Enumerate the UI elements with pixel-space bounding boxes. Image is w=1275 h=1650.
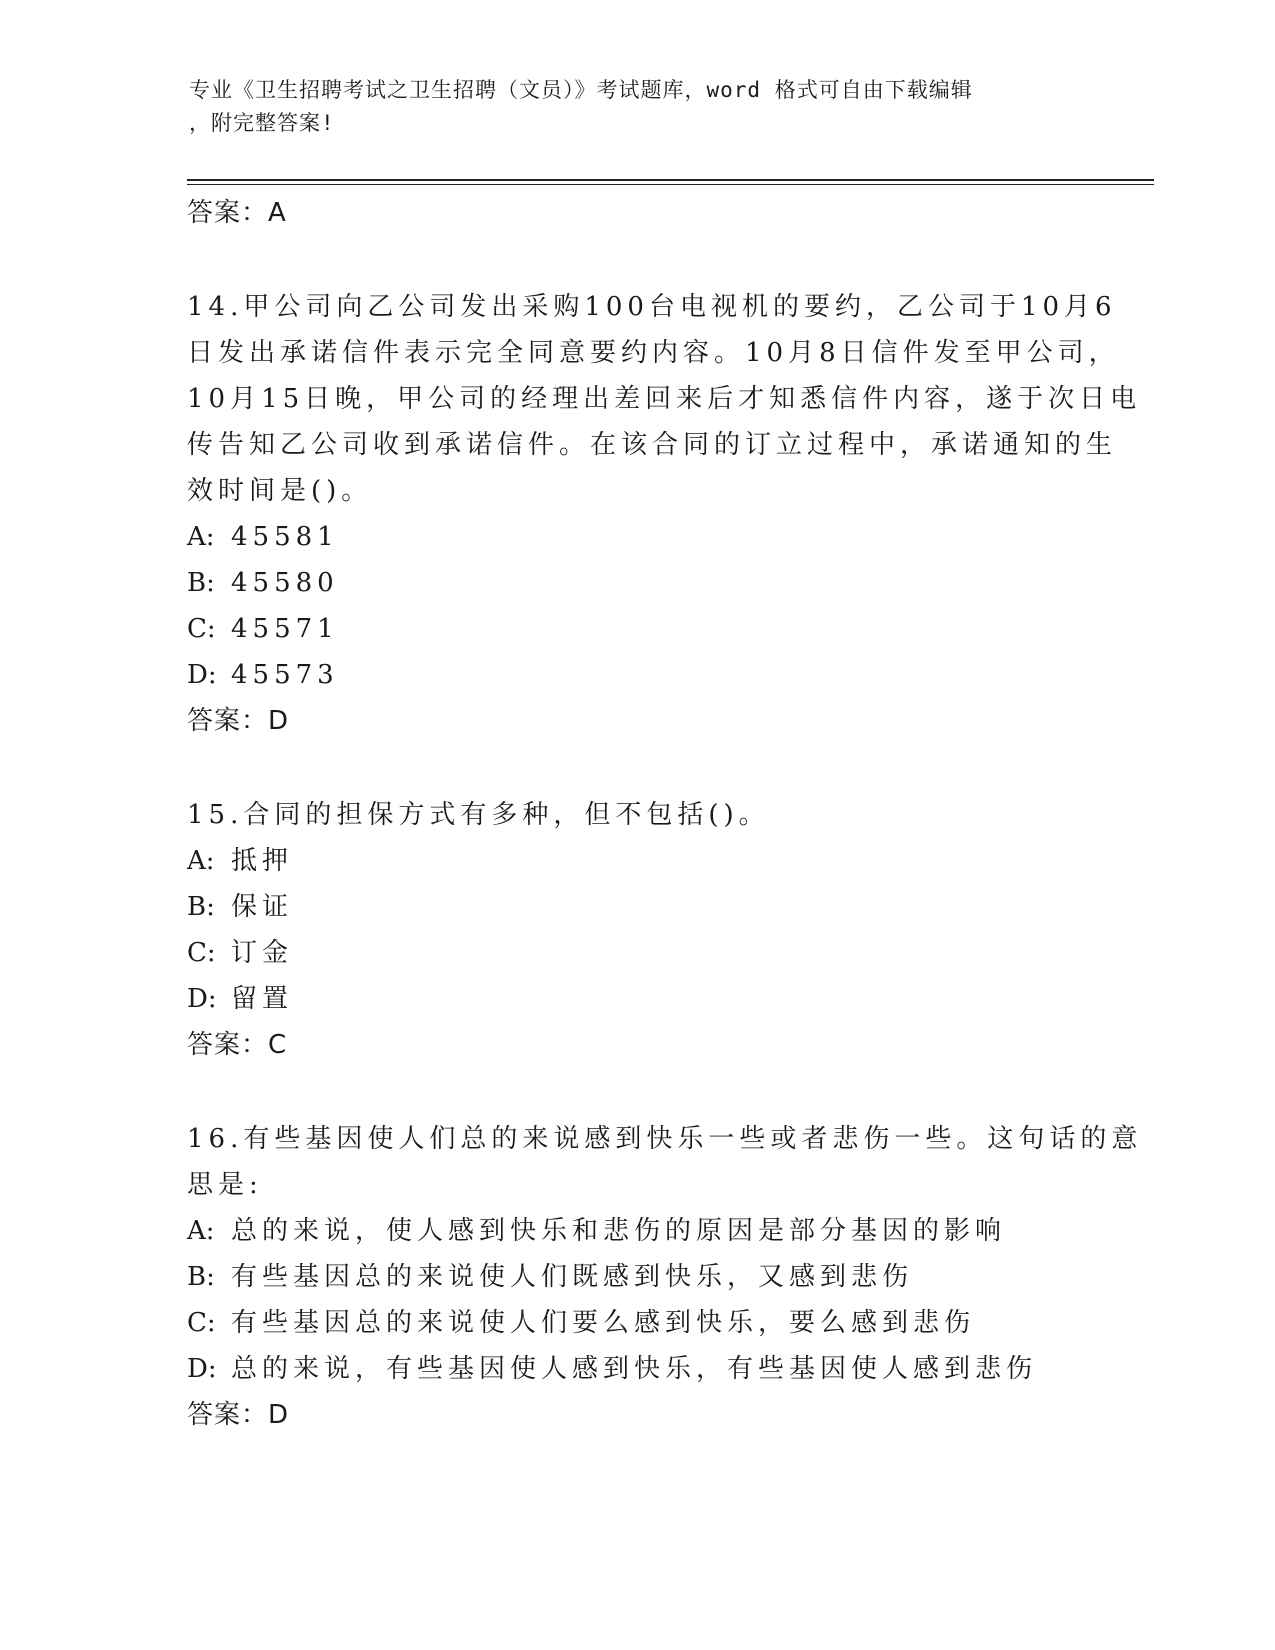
option-letter: D:	[187, 660, 217, 690]
option-a	[187, 838, 1087, 884]
question-block	[187, 284, 1142, 744]
option-text: 总的来说，使人感到快乐和悲伤的原因是部分基因的影响	[231, 1216, 1007, 1246]
option-b	[187, 1254, 1087, 1300]
question-stem	[187, 1116, 1143, 1208]
answer-line: 答案：D	[187, 706, 290, 736]
question-stem	[187, 792, 1087, 838]
option-b	[187, 884, 1087, 930]
option-text: 总的来说，有些基因使人感到快乐，有些基因使人感到悲伤	[231, 1354, 1038, 1384]
document-header	[189, 74, 1089, 140]
option-text: 45580	[231, 568, 339, 598]
option-c	[187, 1300, 1087, 1346]
option-letter: A:	[187, 1216, 215, 1246]
option-text: 有些基因总的来说使人们要么感到快乐，要么感到悲伤	[231, 1308, 976, 1338]
option-text: 45573	[231, 660, 339, 690]
option-text: 45581	[231, 522, 339, 552]
stem-line: 10月15日晚，甲公司的经理出差回来后才知悉信件内容，遂于次日电	[187, 384, 1142, 414]
option-text: 45571	[231, 614, 339, 644]
option-c	[187, 606, 1087, 652]
option-b	[187, 560, 1087, 606]
option-text: 保证	[231, 892, 294, 922]
stem-line: 日发出承诺信件表示完全同意要约内容。10月8日信件发至甲公司，	[187, 338, 1120, 368]
stem-line: 16.有些基因使人们总的来说感到快乐一些或者悲伤一些。这句话的意	[187, 1124, 1143, 1154]
option-text: 抵押	[231, 846, 294, 876]
option-letter: D:	[187, 984, 217, 1014]
option-text: 留置	[231, 984, 294, 1014]
question-stem	[187, 284, 1142, 514]
option-letter: A:	[187, 522, 215, 552]
option-letter: B:	[187, 1262, 215, 1292]
stem-line: 14.甲公司向乙公司发出采购100台电视机的要约，乙公司于10月6	[187, 292, 1117, 322]
answer-line: 答案：D	[187, 1400, 290, 1430]
option-a	[187, 1208, 1087, 1254]
option-d	[187, 1346, 1087, 1392]
stem-line: 15.合同的担保方式有多种，但不包括()。	[187, 800, 770, 830]
document-body	[187, 190, 1143, 1438]
option-letter: D:	[187, 1354, 217, 1384]
header-divider-thin	[187, 184, 1154, 185]
option-letter: C:	[187, 1308, 216, 1338]
option-text: 订金	[231, 938, 294, 968]
option-letter: A:	[187, 846, 215, 876]
stem-line: 传告知乙公司收到承诺信件。在该合同的订立过程中，承诺通知的生	[187, 430, 1118, 460]
option-text: 有些基因总的来说使人们既感到快乐，又感到悲伤	[231, 1262, 914, 1292]
header-divider	[187, 179, 1154, 181]
stem-line: 思是:	[187, 1170, 263, 1200]
option-letter: C:	[187, 938, 216, 968]
option-letter: C:	[187, 614, 216, 644]
question-block	[187, 792, 1087, 1068]
answer-line: 答案：C	[187, 1030, 288, 1060]
header-line-2: ，附完整答案!	[189, 111, 335, 135]
option-d	[187, 976, 1087, 1022]
option-letter: B:	[187, 892, 215, 922]
answer-line: 答案：A	[187, 198, 287, 228]
option-letter: B:	[187, 568, 215, 598]
option-a	[187, 514, 1087, 560]
option-c	[187, 930, 1087, 976]
stem-line: 效时间是()。	[187, 476, 373, 506]
question-block	[187, 1116, 1143, 1438]
header-line-1: 专业《卫生招聘考试之卫生招聘（文员）》考试题库，word 格式可自由下载编辑	[189, 78, 973, 102]
option-d	[187, 652, 1087, 698]
